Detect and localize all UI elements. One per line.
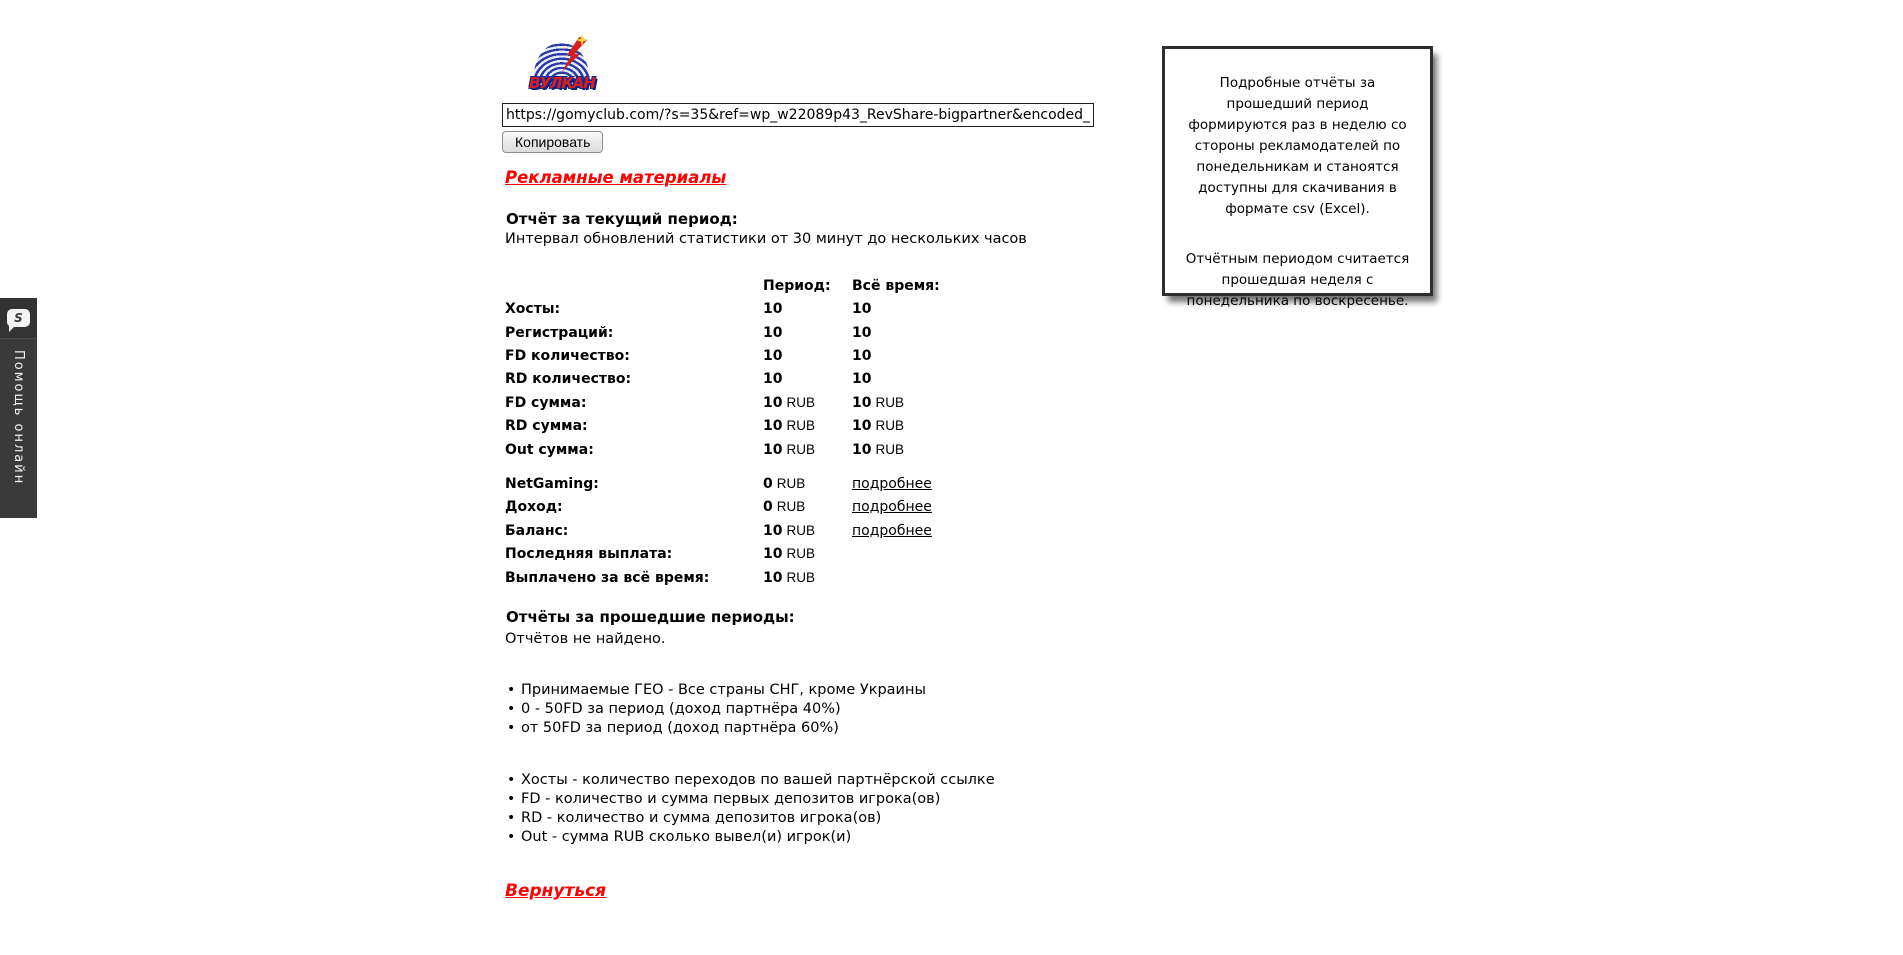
details-link[interactable]: подробнее [852, 522, 932, 539]
row-link-cell [852, 523, 992, 539]
row-alltime-value: 10 RUB [852, 394, 904, 411]
row-period-value: 10 [763, 348, 783, 365]
list-item: • от 50FD за период (доход партнёра 60%) [507, 719, 926, 738]
list-item: • RD - количество и сумма депозитов игрока(ов) [507, 809, 995, 828]
row-alltime-value: 10 [852, 324, 872, 341]
row-period-value: 10 [763, 301, 783, 318]
past-reports-title: Отчёты за прошедшие периоды: [506, 608, 795, 626]
row-period-value: 10 [763, 324, 783, 341]
glossary-list [507, 771, 995, 847]
list-item: • Out - сумма RUB сколько вывел(и) игрок(и) [507, 828, 995, 847]
row-value: 0 RUB [763, 499, 806, 516]
chat-icon-letter: S [14, 311, 23, 325]
logo-text: ВУЛКАН [529, 74, 595, 92]
referral-url-input[interactable] [502, 103, 1094, 127]
current-report-subtitle: Интервал обновлений статистики от 30 минут до нескольких часов [505, 231, 1027, 247]
row-period-value: 10 RUB [763, 441, 815, 458]
list-item: • FD - количество и сумма первых депозитов игрока(ов) [507, 790, 995, 809]
row-value: 0 RUB [763, 475, 806, 492]
row-label: RD количество: [505, 371, 632, 388]
promo-materials-link[interactable]: Рекламные материалы [505, 168, 727, 187]
online-help-tab[interactable] [0, 298, 37, 518]
details-link[interactable]: подробнее [852, 475, 932, 492]
weekly-report-info-box [1162, 46, 1433, 310]
balance-table [505, 472, 992, 590]
chat-icon-block[interactable] [0, 298, 37, 339]
online-help-label-wrap [0, 350, 37, 515]
row-label: NetGaming: [505, 475, 599, 492]
list-item: • 0 - 50FD за период (доход партнёра 40%) [507, 700, 926, 719]
row-period-value: 10 [763, 371, 783, 388]
current-report-table [505, 274, 992, 462]
past-reports-empty: Отчётов не найдено. [505, 631, 666, 647]
row-alltime-value: 10 RUB [852, 418, 904, 435]
column-header-alltime: Всё время: [852, 277, 940, 294]
row-label: Баланс: [505, 522, 569, 539]
row-period-value: 10 RUB [763, 418, 815, 435]
row-alltime-value: 10 [852, 371, 872, 388]
row-label: Выплачено за всё время: [505, 569, 710, 586]
row-value: 10 RUB [763, 522, 815, 539]
row-value: 10 RUB [763, 569, 815, 586]
copy-button[interactable]: Копировать [502, 131, 603, 153]
row-label: Доход: [505, 499, 563, 516]
row-label: Out сумма: [505, 441, 594, 458]
row-period-value: 10 RUB [763, 394, 815, 411]
current-report-title: Отчёт за текущий период: [506, 210, 738, 228]
row-alltime-value: 10 RUB [852, 441, 904, 458]
row-label: RD сумма: [505, 418, 588, 435]
details-link[interactable]: подробнее [852, 499, 932, 516]
info-paragraph: Отчётным периодом считается прошедшая неделя с понедельника по воскресенье. [1185, 251, 1410, 310]
back-link[interactable]: Вернуться [505, 881, 607, 901]
row-label: FD сумма: [505, 394, 587, 411]
row-alltime-value: 10 [852, 348, 872, 365]
row-label: FD количество: [505, 348, 630, 365]
row-link-cell [852, 476, 992, 492]
info-paragraph: Подробные отчёты за прошедший период формируются раз в неделю со стороны рекламодателей по понедельникам и станоятся доступны для скачивания в формате csv (Excel). [1188, 75, 1407, 217]
chat-bubble-icon [7, 309, 30, 327]
row-link-cell [852, 499, 992, 515]
row-label: Хосты: [505, 301, 561, 318]
online-help-label: Помощь онлайн [11, 350, 26, 486]
list-item: • Принимаемые ГЕО - Все страны СНГ, кроме Украины [507, 681, 926, 700]
row-label: Последняя выплата: [505, 546, 673, 563]
row-value: 10 RUB [763, 546, 815, 563]
list-item: • Хосты - количество переходов по вашей партнёрской ссылке [507, 771, 995, 790]
terms-list [507, 681, 926, 738]
row-label: Регистраций: [505, 324, 614, 341]
column-header-period: Период: [763, 277, 831, 294]
vulkan-logo [528, 36, 596, 94]
row-alltime-value: 10 [852, 301, 872, 318]
